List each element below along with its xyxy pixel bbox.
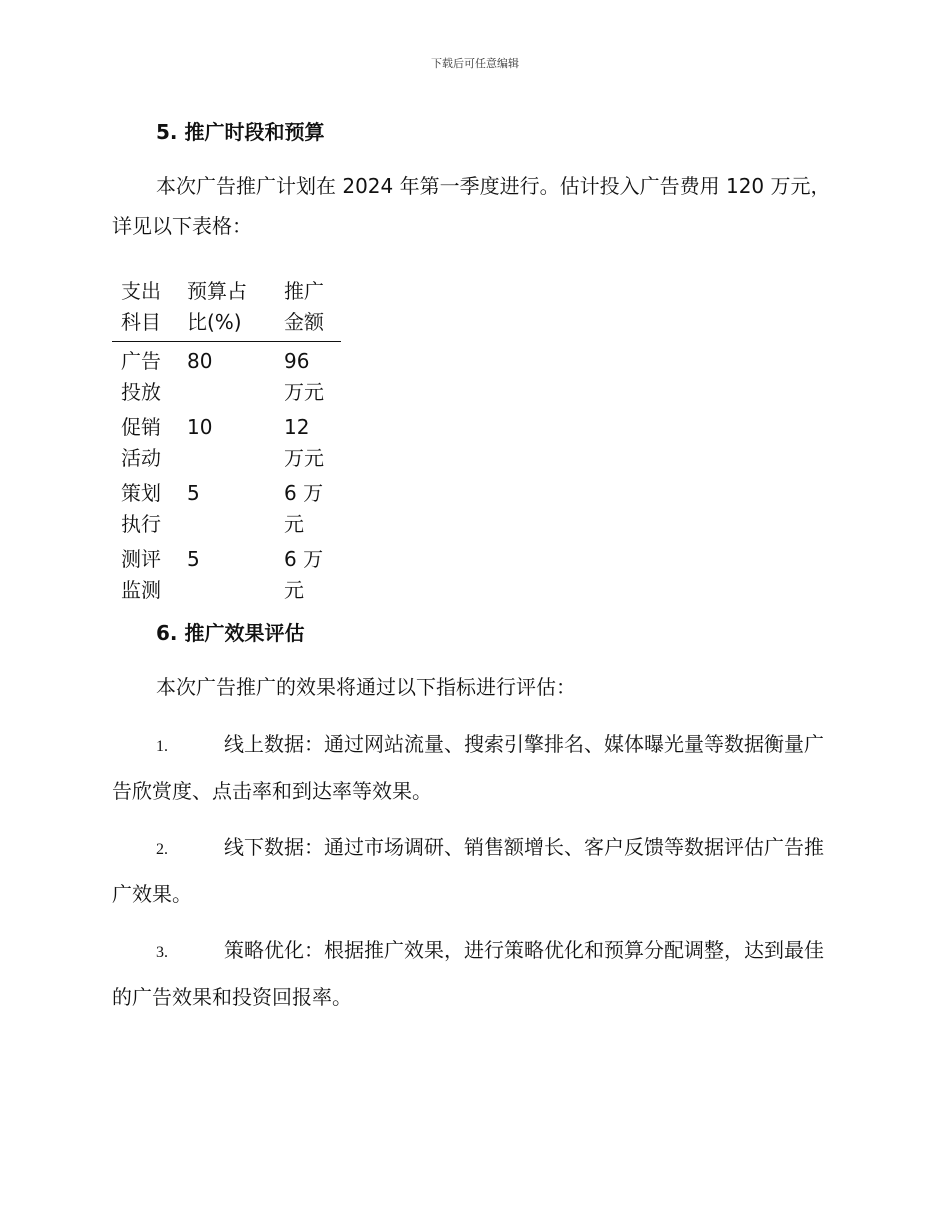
header-note: 下载后可任意编辑 — [431, 57, 519, 70]
table-cell: 促销活动 — [121, 415, 161, 470]
table-cell: 测评监测 — [121, 547, 161, 602]
list-item — [112, 928, 837, 1019]
table-header-cell: 预算占比(%) — [187, 276, 284, 342]
table-cell: 6 万元 — [284, 481, 324, 536]
table-cell: 10 — [187, 415, 213, 439]
list-item — [112, 825, 837, 916]
list-item — [112, 722, 837, 813]
list-item-number: 2. — [156, 841, 168, 858]
table-cell: 5 — [187, 481, 200, 505]
table-cell: 96 万元 — [284, 349, 324, 404]
list-item-text: 线下数据：通过市场调研、销售额增长、客户反馈等数据评估广告推广效果。 — [112, 835, 824, 906]
table-cell: 6 万元 — [284, 547, 324, 602]
table-row — [112, 474, 341, 540]
section5-paragraph: 本次广告推广计划在 2024 年第一季度进行。估计投入广告费用 120 万元，详见以下表格： — [112, 174, 831, 238]
table-cell: 5 — [187, 547, 200, 571]
table-row — [112, 408, 341, 474]
table-cell: 12 万元 — [284, 415, 324, 470]
table-cell: 广告投放 — [121, 349, 161, 404]
section6-intro: 本次广告推广的效果将通过以下指标进行评估： — [156, 675, 576, 699]
budget-table — [112, 276, 341, 606]
table-row — [112, 540, 341, 606]
list-item-number: 3. — [156, 944, 168, 961]
section6-heading: 6. 推广效果评估 — [156, 621, 305, 645]
list-item-number: 1. — [156, 738, 168, 755]
table-row — [112, 342, 341, 409]
table-cell: 策划执行 — [121, 481, 161, 536]
table-header-cell: 支出科目 — [112, 276, 187, 342]
table-header-cell: 推广金额 — [284, 276, 341, 342]
table-cell: 80 — [187, 349, 213, 373]
table-header-row — [112, 276, 341, 342]
list-item-text: 线上数据：通过网站流量、搜索引擎排名、媒体曝光量等数据衡量广告欣赏度、点击率和到达率等效果。 — [112, 732, 824, 803]
section5-heading: 5. 推广时段和预算 — [156, 120, 325, 144]
list-item-text: 策略优化：根据推广效果，进行策略优化和预算分配调整，达到最佳的广告效果和投资回报率。 — [112, 938, 824, 1009]
